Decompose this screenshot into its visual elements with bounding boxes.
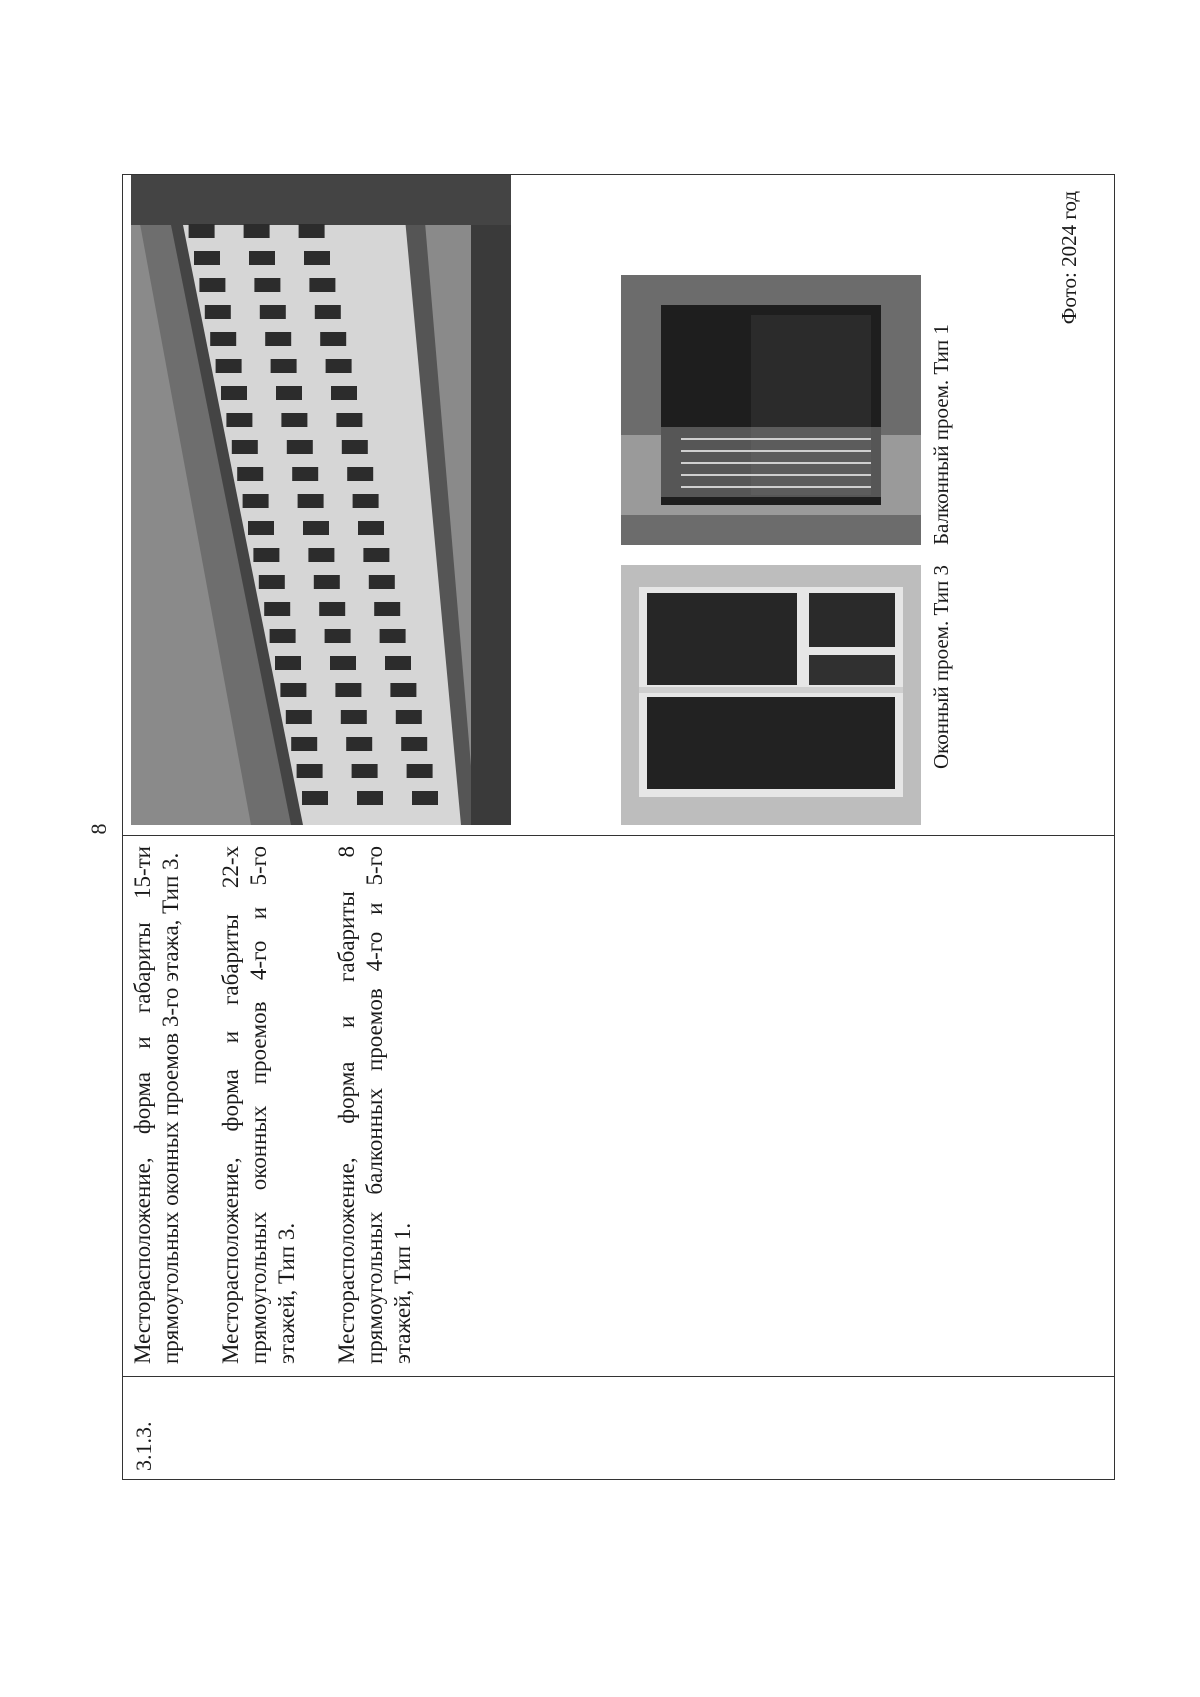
window-caption: Оконный проем. Тип 3	[929, 565, 953, 770]
facade-photo	[131, 175, 511, 825]
description-paragraph: Месторасположение, форма и габариты 22-х прямоугольных оконных проемов 4-го и 5-го этажей, Тип 3.	[218, 846, 299, 1364]
protection-subject-table	[122, 174, 1115, 1480]
window-opening-photo	[621, 565, 921, 825]
description-cell	[123, 836, 1115, 1377]
description-paragraph: Месторасположение, форма и габариты 15-ти прямоугольных оконных проемов 3-го этажа, Тип 3.	[130, 846, 183, 1364]
item-number-cell	[123, 1377, 1115, 1480]
illustration-cell	[123, 175, 1115, 836]
page-number: 8	[86, 823, 111, 835]
balcony-opening-photo	[621, 275, 921, 545]
item-number: 3.1.3.	[131, 1421, 156, 1471]
table-row	[123, 175, 1115, 1480]
balcony-caption: Балконный проем. Тип 1	[929, 324, 953, 545]
rotated-content	[86, 178, 1115, 1480]
description-paragraph: Месторасположение, форма и габариты 8 прямоугольных балконных проемов 4-го и 5-го этажей, Тип 1.	[334, 846, 415, 1364]
photo-date-caption: Фото: 2024 год	[1057, 191, 1081, 325]
